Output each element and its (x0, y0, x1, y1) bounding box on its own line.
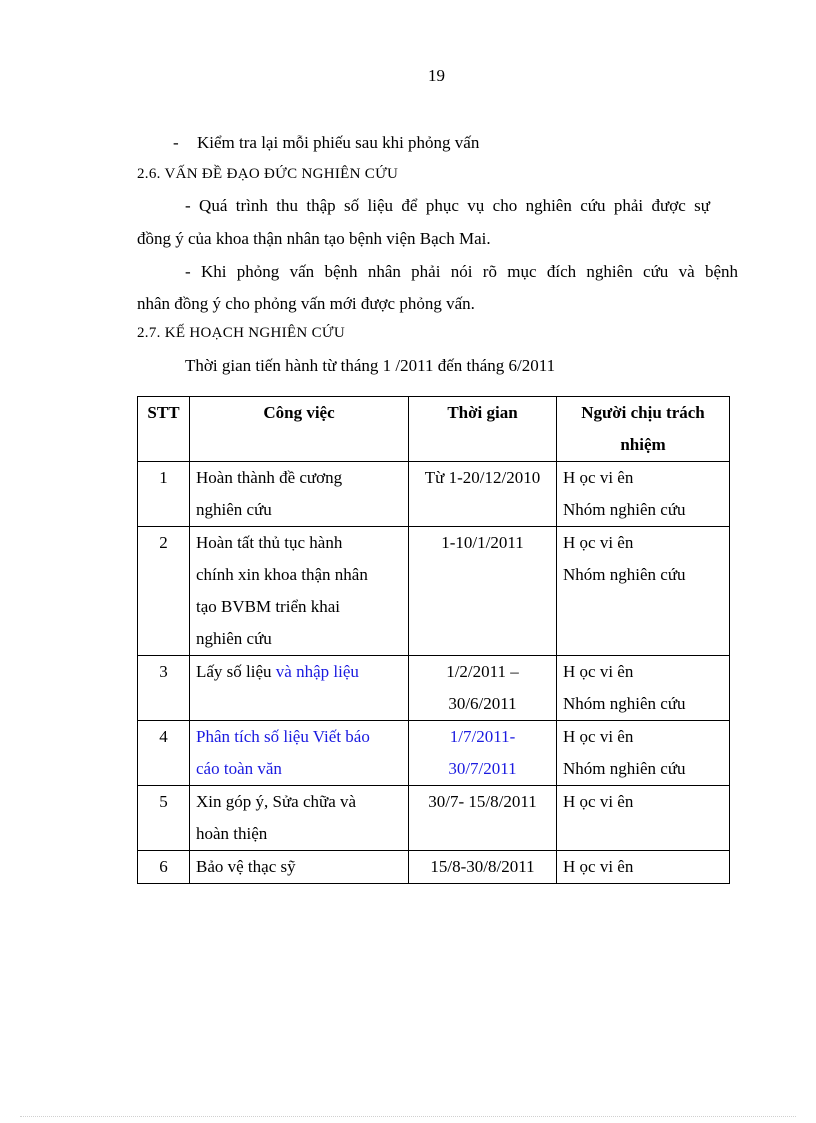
person-line: H ọc vi ên (563, 727, 634, 746)
table-row (138, 721, 730, 786)
time-line: 1-10/1/2011 (441, 533, 524, 552)
cell-person (557, 527, 730, 656)
plan-table (137, 396, 730, 884)
task-line: Hoàn tất thủ tục hành (196, 533, 343, 552)
cell-task (190, 462, 409, 527)
bullet-text: Kiểm tra lại mỗi phiếu sau khi phỏng vấn (197, 133, 480, 152)
time-line: 15/8-30/8/2011 (430, 857, 535, 876)
task-line: tạo BVBM triển khai (196, 597, 341, 616)
bullet-item (173, 133, 479, 153)
cell-task (190, 527, 409, 656)
task-line: nghiên cứu (196, 500, 272, 519)
person-line: H ọc vi ên (563, 468, 634, 487)
cell-time (409, 527, 557, 656)
task-line: chính xin khoa thận nhân (196, 565, 368, 584)
cell-person (557, 851, 730, 884)
time-line: 30/6/2011 (448, 694, 517, 713)
table-row (138, 527, 730, 656)
section-heading-ethics: 2.6. VẤN ĐỀ ĐẠO ĐỨC NGHIÊN CỨU (137, 166, 399, 182)
table-row (138, 656, 730, 721)
cell-person (557, 786, 730, 851)
time-line: 30/7/2011 (448, 759, 517, 778)
ethics-para2-line1: - Khi phỏng vấn bệnh nhân phải nói rõ mục đích nghiên cứu và bệnh (185, 262, 738, 281)
task-line: cáo toàn văn (196, 759, 282, 778)
time-line: 30/7- 15/8/2011 (428, 792, 537, 811)
cell-person (557, 721, 730, 786)
cell-person (557, 462, 730, 527)
cell-time (409, 656, 557, 721)
person-line: Nhóm nghiên cứu (563, 759, 686, 778)
cell-task (190, 721, 409, 786)
cell-stt: 6 (138, 851, 190, 884)
header-task: Công việc (190, 397, 409, 462)
cell-task (190, 786, 409, 851)
cell-stt: 1 (138, 462, 190, 527)
person-line: H ọc vi ên (563, 662, 634, 681)
task-line: Bảo vệ thạc sỹ (196, 857, 296, 876)
cell-time (409, 462, 557, 527)
cell-time (409, 721, 557, 786)
time-line: Từ 1-20/12/2010 (424, 468, 541, 487)
task-text-highlight: và nhập liệu (275, 662, 359, 681)
page-number: 19 (428, 66, 445, 85)
header-person-line2: trách nhiệm (620, 403, 705, 454)
ethics-para1-line1: - Quá trình thu thập số liệu để phục vụ cho nghiên cứu phải được sự (185, 196, 710, 215)
cell-task (190, 656, 409, 721)
task-text: Lấy số liệu (196, 662, 272, 681)
cell-stt: 3 (138, 656, 190, 721)
task-line: Xin góp ý, Sửa chữa và (196, 792, 357, 811)
cell-time (409, 851, 557, 884)
table-row (138, 851, 730, 884)
ethics-para2-line2: nhân đồng ý cho phỏng vấn mới được phỏng vấn. (137, 294, 475, 313)
time-line: 1/2/2011 – (446, 662, 519, 681)
header-person (557, 397, 730, 462)
person-line: Nhóm nghiên cứu (563, 500, 686, 519)
task-line: Hoàn thành đề cương (196, 468, 343, 487)
person-line: Nhóm nghiên cứu (563, 565, 686, 584)
header-time: Thời gian (409, 397, 557, 462)
cell-person (557, 656, 730, 721)
person-line: Nhóm nghiên cứu (563, 694, 686, 713)
table-row (138, 786, 730, 851)
cell-stt: 2 (138, 527, 190, 656)
task-line: nghiên cứu (196, 629, 272, 648)
table-header-row (138, 397, 730, 462)
cell-task (190, 851, 409, 884)
cell-stt: 4 (138, 721, 190, 786)
person-line: H ọc vi ên (563, 792, 634, 811)
ethics-para1-line2: đồng ý của khoa thận nhân tạo bệnh viện Bạch Mai. (137, 229, 491, 248)
person-line: H ọc vi ên (563, 533, 634, 552)
cell-time (409, 786, 557, 851)
cell-stt: 5 (138, 786, 190, 851)
task-line: Phân tích số liệu Viết báo (196, 727, 370, 746)
bullet-dash: - (173, 133, 179, 152)
header-person-line1: Người chịu (581, 403, 662, 422)
person-line: H ọc vi ên (563, 857, 634, 876)
time-line: 1/7/2011- (449, 727, 516, 746)
section-heading-plan: 2.7. KẾ HOẠCH NGHIÊN CỨU (137, 325, 345, 341)
page-bottom-rule (20, 1116, 796, 1117)
table-row (138, 462, 730, 527)
plan-intro: Thời gian tiến hành từ tháng 1 /2011 đến tháng 6/2011 (185, 356, 556, 375)
task-line: hoàn thiện (196, 824, 268, 843)
header-stt: STT (138, 397, 190, 462)
